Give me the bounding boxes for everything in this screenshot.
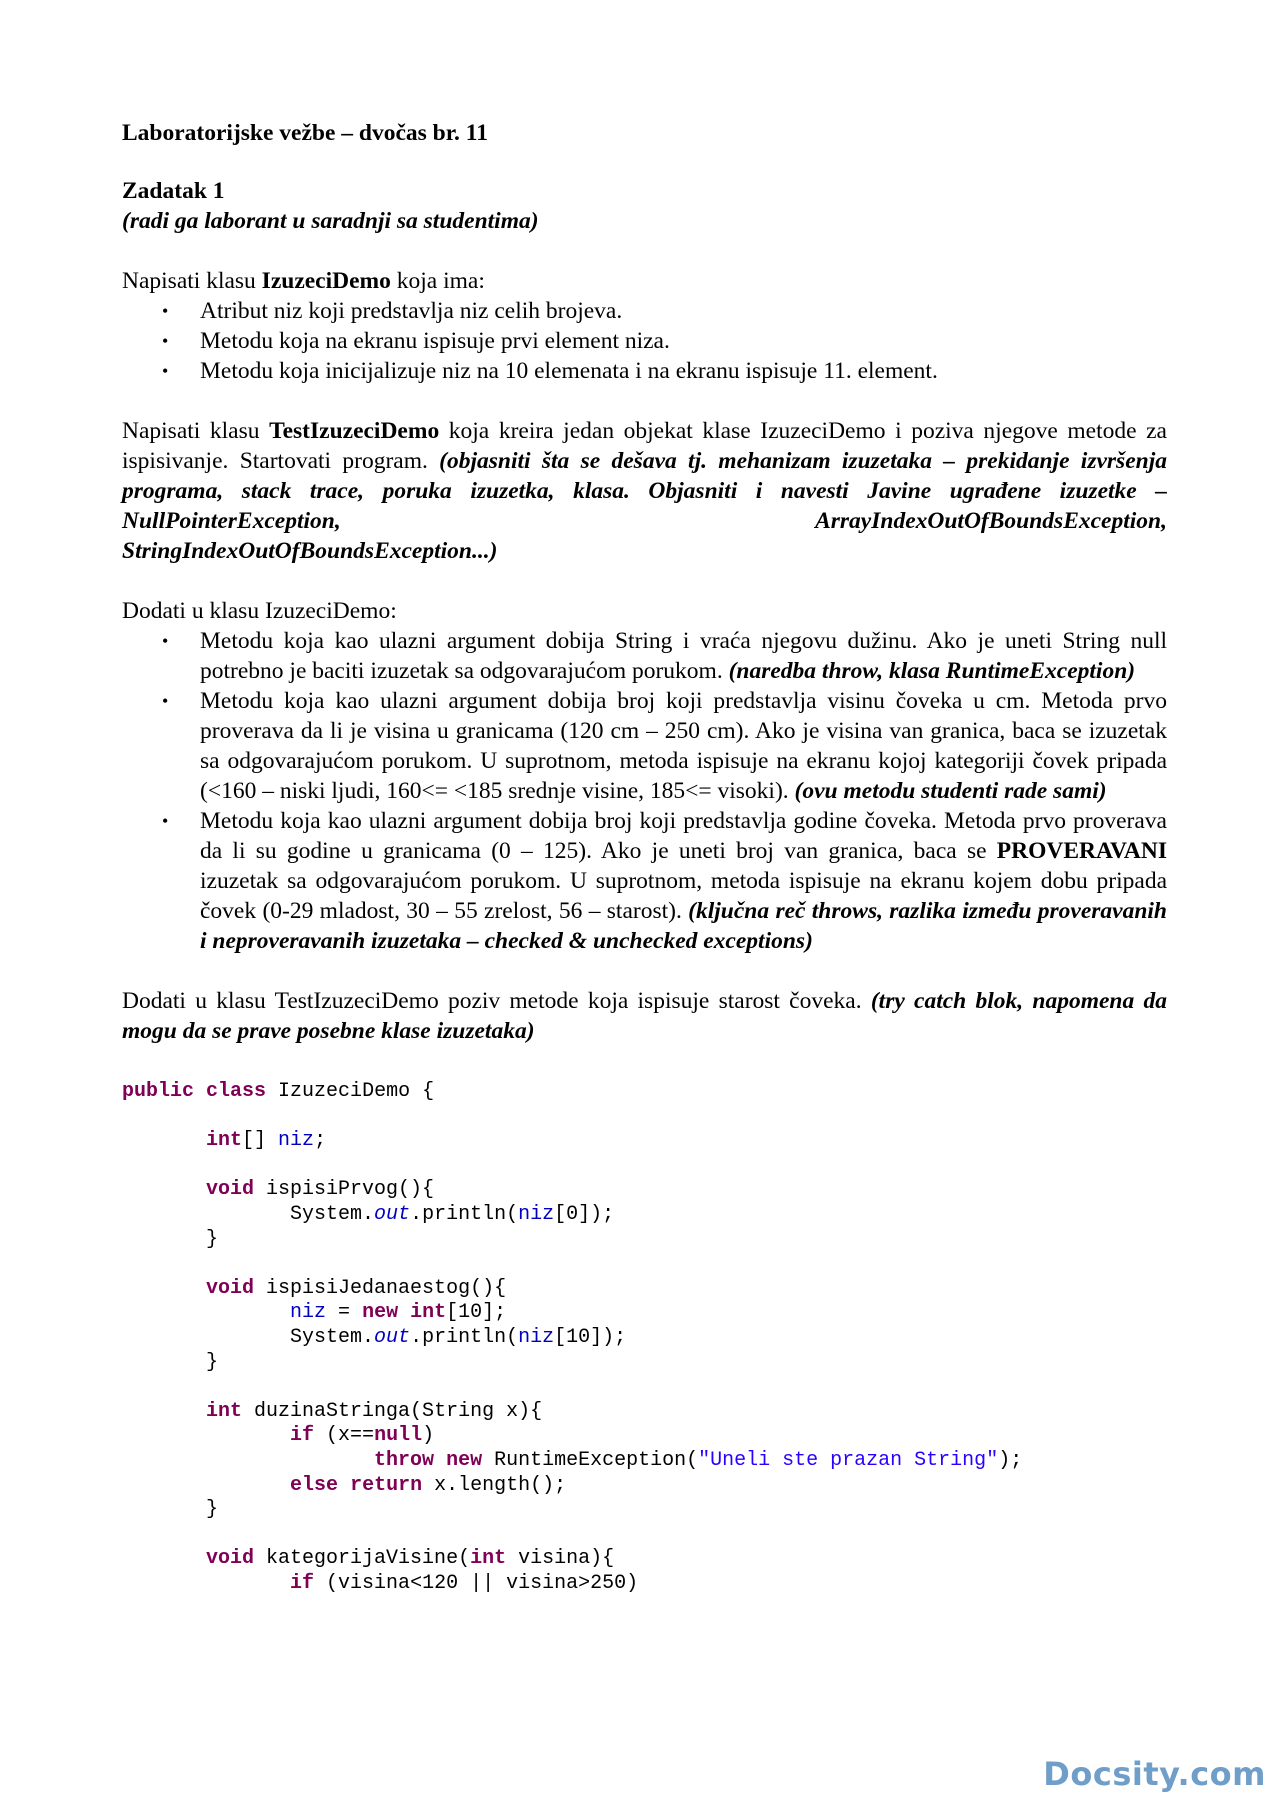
bullet-icon: • [162, 691, 169, 711]
bullet-icon: • [162, 811, 169, 831]
section3-intro: Dodati u klasu IzuzeciDemo: [122, 598, 397, 624]
bullet-icon: • [162, 331, 169, 351]
bullet-icon: • [162, 301, 169, 321]
task-heading: Zadatak 1 [122, 178, 225, 204]
document-title: Laboratorijske vežbe – dvočas br. 11 [122, 120, 488, 146]
class-name-izuzecidemo: IzuzeciDemo [261, 268, 391, 294]
section2-paragraph: Napisati klasu TestIzuzeciDemo koja kreira jedan objekat klase IzuzeciDemo i poziva njegove metode za ispisivanje. Startovati program. (objasniti šta se dešava tj. mehanizam izuzetaka – prekidanje izvršenja programa, stack trace, poruka izuzetka, klasa. Objasniti i navesti Javine ugrađene izuzetke – NullPointerException, ArrayIndexOutOfBoundsException, [122, 418, 1167, 534]
section4-paragraph: Dodati u klasu TestIzuzeciDemo poziv metode koja ispisuje starost čoveka. (try catch blok, napomena da mogu da se prave posebne klase izuzetaka) [122, 988, 1167, 1044]
section3-list [122, 626, 1167, 956]
list-item: • Metodu koja na ekranu ispisuje prvi element niza. [162, 328, 670, 354]
list-item: • Metodu koja kao ulazni argument dobija broj koji predstavlja godine čoveka. Metoda prvo proverava da li su godine u granicama (0 – 125). Ako je uneti broj van granica, baca se PROVERAVANI izuzetak sa odgovarajućom porukom. U suprotnom, metoda ispisuje na ekranu kojem dobu pripada čovek (0-29 mladost, 30 – 55 zrelost, 56 – starost). (ključna reč throws, razlika između proveravanih i neproveravanih izuzetaka – checked & unchecked exceptions) [162, 808, 1167, 954]
document-page [122, 118, 1167, 1596]
bullet-icon: • [162, 361, 169, 381]
docsity-watermark: Docsity.com [1043, 1755, 1266, 1793]
code-listing: public class IzuzeciDemo { int[] niz; void ispisiPrvog(){ System.out.println(niz[0]); } void ispisiJedanaestog(){ niz = new int[10]; System.out.println(niz[10]); } int duzinaStringa(String x){ if (x==null) throw new RuntimeException("Uneli ste prazan String"); else return x.length(); } void kategorijaVisine(int visina){ if (visina<120 || visina>250) [122, 1080, 1023, 1595]
section2-paragraph-end: StringIndexOutOfBoundsException...) [122, 538, 498, 564]
list-item: • Metodu koja inicijalizuje niz na 10 elemenata i na ekranu ispisuje 11. element. [162, 358, 938, 384]
section1-list [122, 296, 1167, 386]
list-item: • Metodu koja kao ulazni argument dobija broj koji predstavlja visinu čoveka u cm. Metoda prvo proverava da li je visina u granicama (120 cm – 250 cm). Ako je visina van granica, baca se izuzetak sa odgovarajućom porukom. U suprotnom, metoda ispisuje na ekranu kojoj kategoriji čovek pripada (<160 – niski ljudi, 160<= <185 srednje visine, 185<= visoki). (ovu metodu studenti rade sami) [162, 688, 1167, 804]
section1-intro: Napisati klasu IzuzeciDemo koja ima: [122, 268, 485, 294]
list-item: • Atribut niz koji predstavlja niz celih brojeva. [162, 298, 623, 324]
task-note: (radi ga laborant u saradnji sa studentima) [122, 208, 539, 234]
bullet-icon: • [162, 631, 169, 651]
list-item: • Metodu koja kao ulazni argument dobija String i vraća njegovu dužinu. Ako je uneti String null potrebno je baciti izuzetak sa odgovarajućom porukom. (naredba throw, klasa RuntimeException) [162, 628, 1167, 684]
class-name-testizuzecidemo: TestIzuzeciDemo [269, 418, 440, 444]
